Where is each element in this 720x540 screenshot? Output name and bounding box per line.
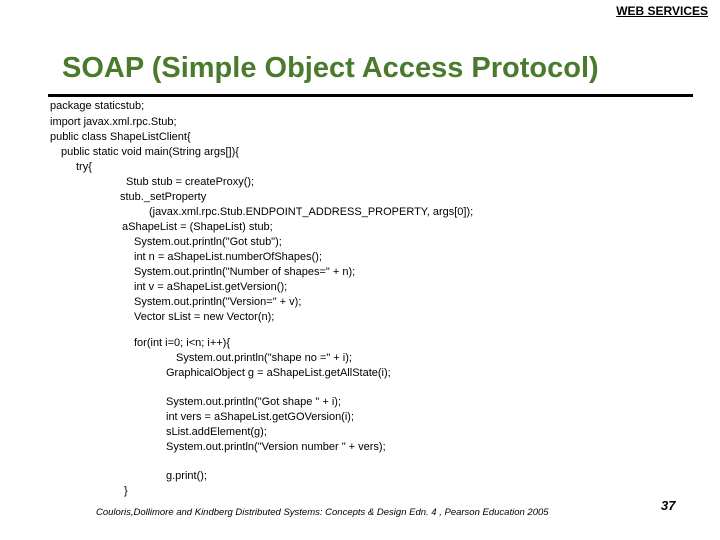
- slide-title: SOAP (Simple Object Access Protocol): [62, 52, 599, 84]
- code-line: }: [124, 485, 128, 497]
- code-line: GraphicalObject g = aShapeList.getAllState(i);: [166, 367, 391, 379]
- footer-citation: Couloris,Dollimore and Kindberg Distributed Systems: Concepts & Design Edn. 4 , Pearson Education 2005: [96, 507, 549, 518]
- code-line: System.out.println("Version=" + v);: [134, 296, 302, 308]
- code-line: (javax.xml.rpc.Stub.ENDPOINT_ADDRESS_PROPERTY, args[0]);: [149, 206, 474, 218]
- code-line: sList.addElement(g);: [166, 426, 267, 438]
- code-line: Stub stub = createProxy();: [126, 176, 255, 188]
- code-line: g.print();: [166, 470, 207, 482]
- code-line: System.out.println("shape no =" + i);: [176, 352, 352, 364]
- code-line: System.out.println("Got stub");: [134, 236, 282, 248]
- code-line: try{: [76, 161, 92, 173]
- code-line: stub._setProperty: [120, 191, 207, 203]
- page-number: 37: [661, 498, 676, 513]
- code-line: int v = aShapeList.getVersion();: [134, 281, 288, 293]
- header-label: WEB SERVICES: [616, 4, 708, 18]
- code-line: public static void main(String args[]){: [61, 146, 239, 158]
- code-line: aShapeList = (ShapeList) stub;: [122, 221, 273, 233]
- code-line: import javax.xml.rpc.Stub;: [50, 116, 177, 128]
- code-line: Vector sList = new Vector(n);: [134, 311, 275, 323]
- code-line: package staticstub;: [50, 100, 145, 112]
- code-line: for(int i=0; i<n; i++){: [134, 337, 230, 349]
- code-line: System.out.println("Got shape " + i);: [166, 396, 342, 408]
- code-line: int vers = aShapeList.getGOVersion(i);: [166, 411, 355, 423]
- code-line: int n = aShapeList.numberOfShapes();: [134, 251, 323, 263]
- code-line: System.out.println("Version number " + vers);: [166, 441, 386, 453]
- code-line: System.out.println("Number of shapes=" + n);: [134, 266, 356, 278]
- code-line: public class ShapeListClient{: [50, 131, 191, 143]
